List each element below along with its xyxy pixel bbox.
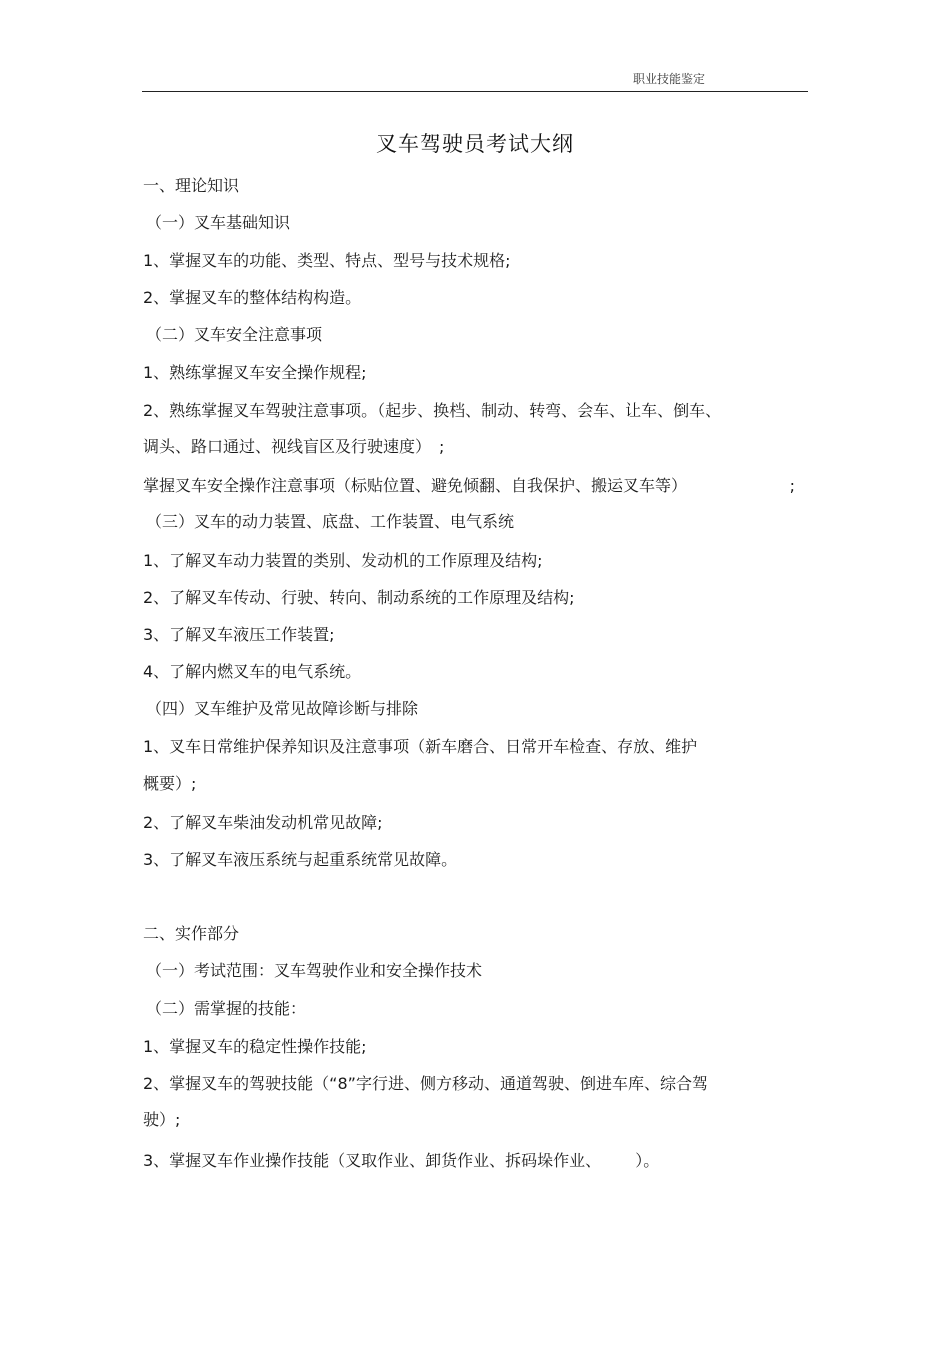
list-item: 2、掌握叉车的整体结构构造。	[143, 288, 362, 307]
list-item: 1、了解叉车动力装置的类别、发动机的工作原理及结构;	[143, 551, 543, 570]
header-divider	[142, 91, 808, 92]
list-item	[143, 1151, 659, 1171]
subsection-heading-maintenance: （四）叉车维护及常见故障诊断与排除	[146, 699, 419, 718]
list-item-text: 掌握叉车安全操作注意事项（标贴位置、避免倾翻、自我保护、搬运叉车等）	[143, 476, 688, 495]
list-item-end: ）。	[635, 1151, 660, 1170]
list-item: 2、掌握叉车的驾驶技能（“8”字行进、侧方移动、通道驾驶、倒进车库、综合驾	[143, 1074, 708, 1093]
list-item: 1、熟练掌握叉车安全操作规程;	[143, 363, 367, 382]
list-item: 2、了解叉车传动、行驶、转向、制动系统的工作原理及结构;	[143, 588, 575, 607]
list-item-text: 3、掌握叉车作业操作技能（叉取作业、卸货作业、拆码垛作业、	[143, 1151, 602, 1170]
section-heading-practice: 二、实作部分	[143, 924, 240, 943]
subsection-heading-skills: （二）需掌握的技能：	[146, 999, 307, 1018]
list-item: 3、了解叉车液压工作装置;	[143, 625, 335, 644]
page-header: 职业技能鉴定	[633, 72, 706, 86]
page-title: 叉车驾驶员考试大纲	[376, 132, 574, 156]
subsection-heading-power: （三）叉车的动力装置、底盘、工作装置、电气系统	[146, 512, 515, 531]
section-heading-theory: 一、理论知识	[143, 176, 240, 195]
list-item: 2、熟练掌握叉车驾驶注意事项。（起步、换档、制动、转弯、会车、让车、倒车、	[143, 401, 722, 420]
list-item: 1、掌握叉车的稳定性操作技能;	[143, 1037, 367, 1056]
list-item: 1、叉车日常维护保养知识及注意事项（新车磨合、日常开车检查、存放、维护	[143, 737, 698, 756]
subsection-heading-scope: （一）考试范围：叉车驾驶作业和安全操作技术	[146, 961, 483, 980]
list-item-continuation: 概要）;	[143, 774, 197, 793]
subsection-heading-safety: （二）叉车安全注意事项	[146, 325, 323, 344]
list-item-end: ;	[789, 476, 795, 495]
list-item	[143, 476, 795, 496]
list-item: 2、了解叉车柴油发动机常见故障;	[143, 813, 383, 832]
list-item: 4、了解内燃叉车的电气系统。	[143, 662, 362, 681]
list-item-continuation: 驶）;	[143, 1110, 181, 1129]
subsection-heading-basic: （一）叉车基础知识	[146, 213, 291, 232]
list-item: 3、了解叉车液压系统与起重系统常见故障。	[143, 850, 458, 869]
list-item-continuation: 调头、路口通过、视线盲区及行驶速度） ;	[143, 437, 445, 456]
list-item: 1、掌握叉车的功能、类型、特点、型号与技术规格;	[143, 251, 511, 270]
